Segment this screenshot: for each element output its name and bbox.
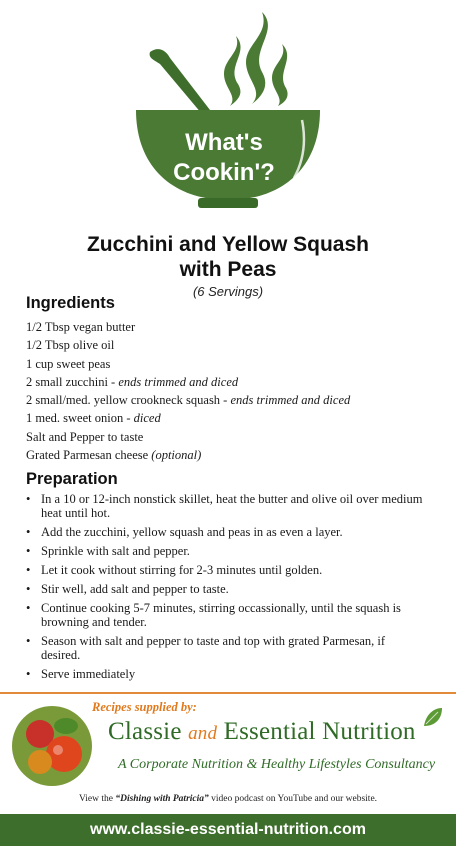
list-item: • Let it cook without stirring for 2-3 minutes until golden. — [26, 563, 426, 577]
list-item: • Serve immediately — [26, 667, 426, 681]
list-item: 1 cup sweet peas — [26, 356, 111, 371]
divider — [0, 692, 456, 694]
list-item: • Add the zucchini, yellow squash and peas in as even a layer. — [26, 525, 426, 539]
list-item: 2 small/med. yellow crookneck squash - ends trimmed and diced — [26, 393, 351, 408]
list-item: • Season with salt and pepper to taste and top with grated Parmesan, if desired. — [26, 634, 426, 662]
list-item: 2 small zucchini - ends trimmed and diced — [26, 374, 239, 389]
brand-tagline: A Corporate Nutrition & Healthy Lifestyles Consultancy — [118, 757, 436, 772]
preparation-steps — [26, 492, 426, 686]
website-link[interactable]: www.classie-essential-nutrition.com — [0, 814, 456, 846]
recipe-title-line-1: Zucchini and Yellow Squash — [86, 233, 369, 256]
servings: (6 Servings) — [192, 284, 264, 299]
steam-icon — [224, 12, 288, 106]
list-item: 1 med. sweet onion - diced — [26, 411, 161, 426]
list-item: Grated Parmesan cheese (optional) — [26, 448, 202, 463]
spoon-icon — [150, 49, 210, 114]
ingredients-heading: Ingredients — [26, 294, 115, 312]
logo-line-2: Cookin'? — [173, 159, 275, 186]
list-item: • In a 10 or 12-inch nonstick skillet, heat the butter and olive oil over medium heat until hot. — [26, 492, 426, 520]
vegetables-icon — [10, 704, 94, 788]
logo-line-1: What's — [185, 129, 263, 156]
recipe-title-line-2: with Peas — [179, 258, 277, 281]
list-item: • Continue cooking 5-7 minutes, stirring occassionally, until the squash is browning and tender. — [26, 601, 426, 629]
leaf-icon — [422, 706, 444, 728]
brand-name: Classie and Essential Nutrition — [108, 718, 416, 745]
whats-cookin-logo — [0, 0, 456, 228]
list-item: 1/2 Tbsp olive oil — [26, 338, 115, 353]
list-item: 1/2 Tbsp vegan butter — [26, 320, 136, 334]
list-item: • Sprinkle with salt and pepper. — [26, 544, 426, 558]
podcast-note: View the “Dishing with Patricia” video podcast on YouTube and our website. — [78, 794, 378, 804]
supplied-by-label: Recipes supplied by: — [92, 700, 197, 714]
preparation-heading: Preparation — [26, 470, 118, 488]
list-item: • Stir well, add salt and pepper to taste. — [26, 582, 426, 596]
recipe-title — [0, 232, 456, 282]
ingredients-list — [26, 318, 446, 464]
list-item: Salt and Pepper to taste — [26, 429, 144, 444]
